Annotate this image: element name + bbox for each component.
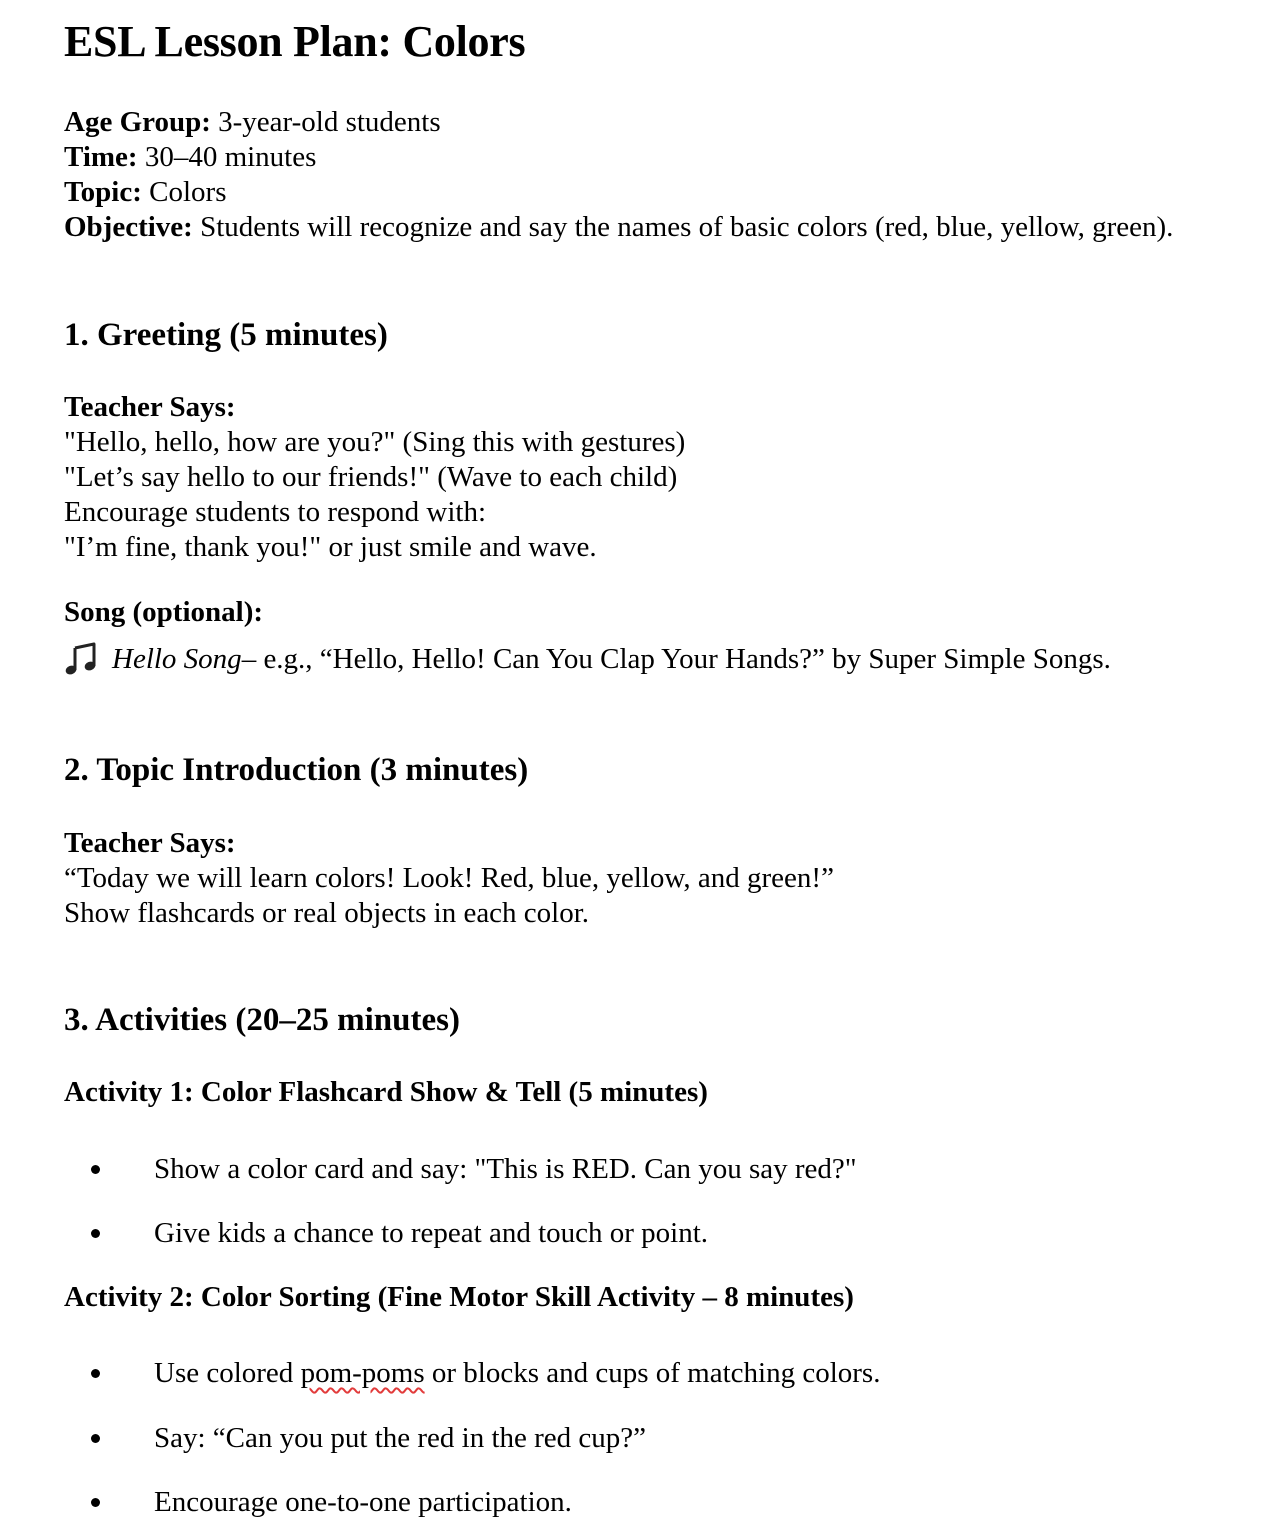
meta-age-group: [64, 105, 441, 140]
song-line: [64, 641, 1111, 677]
bullet-icon: [91, 1498, 100, 1507]
objective-label: Objective:: [64, 211, 193, 243]
intro-line: Show flashcards or real objects in each color.: [64, 897, 590, 929]
bullet-icon: [91, 1434, 100, 1443]
song-title: Hello Song: [112, 643, 242, 675]
list-item: [64, 1420, 1214, 1456]
bullet-icon: [91, 1369, 100, 1378]
greeting-line: "Hello, hello, how are you?" (Sing this with gestures): [64, 426, 686, 458]
bullet-icon: [91, 1165, 100, 1174]
time-label: Time:: [64, 141, 138, 173]
song-description: – e.g., “Hello, Hello! Can You Clap Your Hands?” by Super Simple Songs.: [241, 643, 1111, 675]
topic-label: Topic:: [64, 176, 142, 208]
list-item-text: Say: “Can you put the red in the red cup?”: [154, 1422, 647, 1454]
list-item-text-before: Use colored: [154, 1357, 301, 1389]
activity1-heading: Activity 1: Color Flashcard Show & Tell (5 minutes): [64, 1076, 708, 1108]
list-item: [64, 1215, 1214, 1251]
age-group-value: 3-year-old students: [210, 106, 441, 138]
greeting-teacher-says-label: Teacher Says:: [64, 391, 236, 423]
greeting-line: Encourage students to respond with:: [64, 496, 487, 528]
document-title: ESL Lesson Plan: Colors: [64, 17, 526, 66]
song-optional-label: Song (optional):: [64, 596, 264, 628]
section-topic-intro-heading: 2. Topic Introduction (3 minutes): [64, 752, 529, 788]
list-item-text: Encourage one-to-one participation.: [154, 1486, 572, 1518]
list-item-text-after: or blocks and cups of matching colors.: [424, 1357, 881, 1389]
greeting-line: "Let’s say hello to our friends!" (Wave to each child): [64, 461, 678, 493]
time-value: 30–40 minutes: [137, 141, 317, 173]
intro-teacher-says-label: Teacher Says:: [64, 827, 236, 859]
meta-objective: [64, 210, 1173, 245]
meta-time: [64, 140, 316, 175]
list-item: [64, 1355, 1214, 1391]
list-item: [64, 1151, 1214, 1187]
meta-topic: [64, 175, 227, 210]
list-item: [64, 1484, 1214, 1520]
greeting-line: "I’m fine, thank you!" or just smile and wave.: [64, 531, 597, 563]
bullet-icon: [91, 1229, 100, 1238]
age-group-label: Age Group:: [64, 106, 211, 138]
objective-value: Students will recognize and say the names of basic colors (red, blue, yellow, green).: [192, 211, 1174, 243]
music-note-icon: [64, 641, 100, 677]
spellcheck-flagged-word[interactable]: pom-poms: [300, 1357, 425, 1389]
topic-value: Colors: [141, 176, 227, 208]
section-greeting-heading: 1. Greeting (5 minutes): [64, 317, 388, 353]
intro-line: “Today we will learn colors! Look! Red, blue, yellow, and green!”: [64, 862, 834, 894]
list-item-text: [154, 1355, 880, 1391]
list-item-text: Show a color card and say: "This is RED. Can you say red?": [154, 1153, 857, 1185]
section-activities-heading: 3. Activities (20–25 minutes): [64, 1002, 460, 1038]
activity2-heading: Activity 2: Color Sorting (Fine Motor Skill Activity – 8 minutes): [64, 1281, 854, 1313]
list-item-text: Give kids a chance to repeat and touch or point.: [154, 1217, 709, 1249]
